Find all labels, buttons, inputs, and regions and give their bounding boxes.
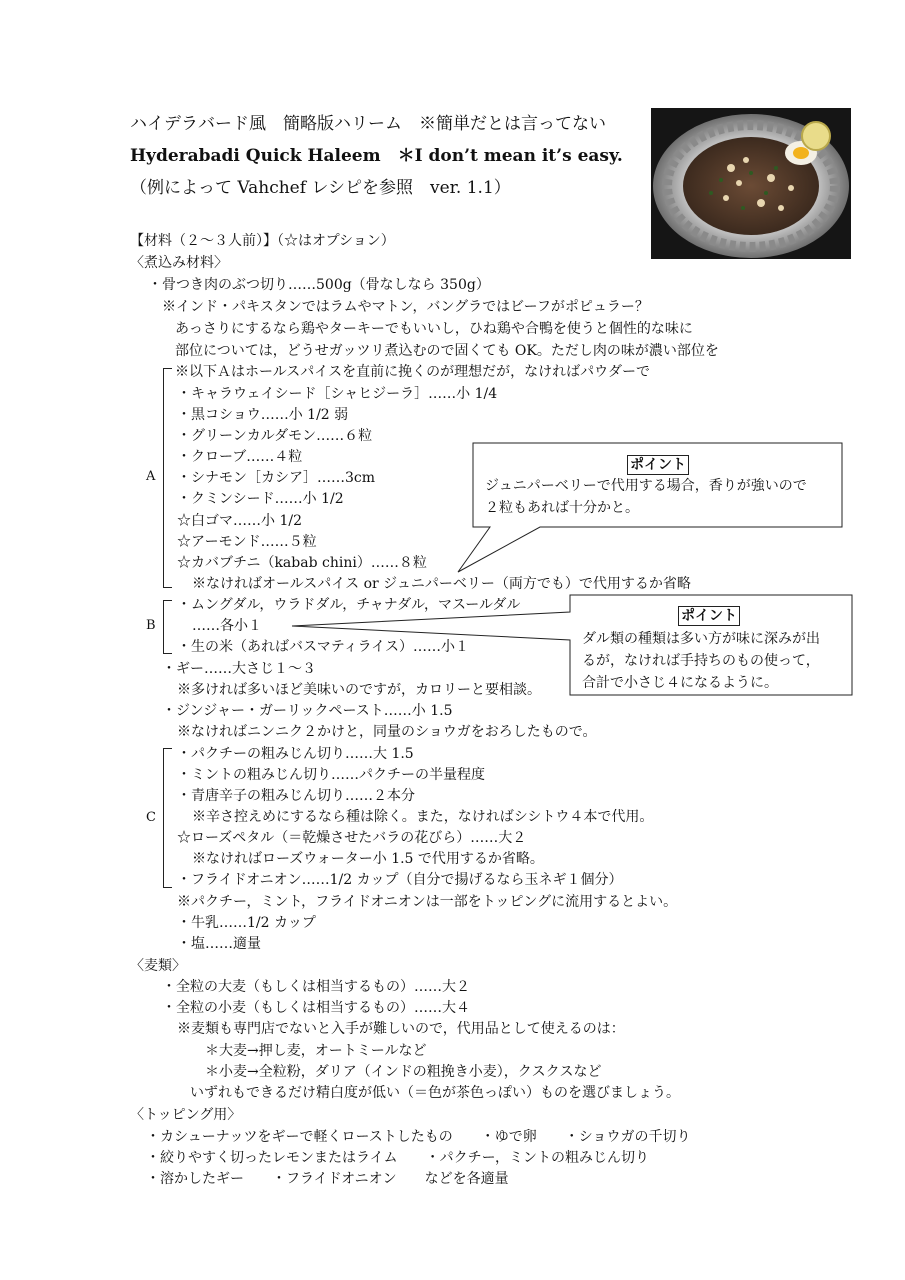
point-1-heading: ポイント [627,455,689,475]
topping-heading: 〈トッピング用〉 [130,1107,242,1123]
topping-reuse-note: ※パクチー，ミント，フライドオニオンは一部をトッピングに流用するとよい。 [177,894,678,910]
group-a-note: ※以下Ａはホールスパイスを直前に挽くのが理想だが，なければパウダーで [175,364,651,380]
point-2-line: るが，なければ手持ちのもの使って， [582,653,820,669]
topping-row: ・カシューナッツをギーで軽くローストしたもの ・ゆで卵 ・ショウガの千切り [146,1129,691,1145]
ginger-garlic-note: ※なければニンニク２かけと，同量のショウガをおろしたもので。 [177,724,597,740]
group-a-item: ・シナモン［カシア］……3cm [177,470,376,486]
group-c-item: ・青唐辛子の粗みじん切り……２本分 [177,788,415,804]
group-a-item: ☆カバブチニ（kabab chini）……８粒 [177,555,427,571]
group-a-item: ・クローブ……４粒 [177,449,303,465]
point-2-heading: ポイント [678,606,740,626]
wheat-item: ・全粒の小麦（もしくは相当するもの）……大４ [162,1000,470,1016]
group-a-item: ※なければオールスパイス or ジュニパーベリー（両方でも）で代用するか省略 [192,576,691,592]
group-c-item: ・フライドオニオン……1/2 カップ（自分で揚げるなら玉ネギ１個分） [177,872,623,888]
ghee-note: ※多ければ多いほど美味いのですが，カロリーと要相談。 [177,682,541,698]
group-b-item: ……各小１ [192,618,262,634]
group-a-label: A [146,469,156,484]
grain-note-1: ※麦類も専門店でないと入手が難しいので，代用品として使えるのは： [177,1021,625,1037]
grain-note-3: ＊小麦→全粒粉，ダリア（インドの粗挽き小麦），クスクスなど [205,1064,602,1080]
meat-note-2: あっさりにするなら鶏やターキーでもいいし，ひね鶏や合鴨を使うと個性的な味に [175,321,693,337]
group-a-item: ・グリーンカルダモン……６粒 [177,428,373,444]
grain-note-4: いずれもできるだけ精白度が低い（＝色が茶色っぽい）ものを選びましょう。 [190,1085,680,1101]
ginger-garlic-item: ・ジンジャー・ガーリックペースト……小 1.5 [162,703,453,719]
title-line-1: ハイデラバード風 簡略版ハリーム ※簡単だとは言ってない [130,114,606,134]
group-c-item: ☆ローズペタル（＝乾燥させたバラの花びら）……大２ [177,830,527,846]
stew-heading: 〈煮込み材料〉 [130,255,228,271]
meat-note-3: 部位については，どうせガッツリ煮込むので固くても OK。ただし肉の味が濃い部位を [175,343,719,359]
barley-item: ・全粒の大麦（もしくは相当するもの）……大２ [162,979,470,995]
point-1-line: ２粒もあれば十分かと。 [485,500,639,516]
grain-note-2: ＊大麦→押し麦，オートミールなど [205,1043,427,1059]
group-b-label: B [146,618,156,633]
group-c-item: ※辛さ控えめにするなら種は除く。また，なければシシトウ４本で代用。 [192,809,654,825]
grain-heading: 〈麦類〉 [130,958,186,974]
ingredients-heading: 【材料（２～３人前）】（☆はオプション） [130,233,395,249]
meat-note-1: ※インド・パキスタンではラムやマトン，バングラではビーフがポピュラー？ [162,299,649,315]
topping-row: ・絞りやすく切ったレモンまたはライム ・パクチー，ミントの粗みじん切り [146,1150,650,1166]
salt-item: ・塩……適量 [177,936,261,952]
group-c-item: ・ミントの粗みじん切り……パクチーの半量程度 [177,767,485,783]
topping-row: ・溶かしたギー ・フライドオニオン などを各適量 [146,1171,509,1187]
title-line-2: Hyderabadi Quick Haleem ＊I don’t mean it’s easy. [130,146,623,166]
point-2-line: 合計で小さじ４になるように。 [582,675,778,691]
group-b-item: ・ムングダル，ウラドダル，チャナダル，マスールダル [177,597,521,613]
group-a-item: ☆白ゴマ……小 1/2 [177,513,302,529]
group-c-label: C [146,810,156,825]
group-a-item: ☆アーモンド……５粒 [177,534,317,550]
ghee-item: ・ギー……大さじ１～３ [162,661,316,677]
group-a-item: ・黒コショウ……小 1/2 弱 [177,407,349,423]
group-c-item: ※なければローズウォーター小 1.5 で代用するか省略。 [192,851,544,867]
group-c-item: ・パクチーの粗みじん切り……大 1.5 [177,746,414,762]
point-2-line: ダル類の種類は多い方が味に深みが出 [582,631,820,647]
meat-item: ・骨つき肉のぶつ切り……500g（骨なしなら 350g） [148,277,490,293]
group-b-item: ・生の米（あればバスマティライス）……小１ [177,639,470,655]
point-1-line: ジュニパーベリーで代用する場合，香りが強いので [485,478,807,494]
group-a-item: ・クミンシード……小 1/2 [177,491,344,507]
group-a-item: ・キャラウェイシード［シャヒジーラ］……小 1/4 [177,386,498,402]
title-line-3: （例によって Vahchef レシピを参照 ver. 1.1） [130,178,511,198]
milk-item: ・牛乳……1/2 カップ [177,915,316,931]
